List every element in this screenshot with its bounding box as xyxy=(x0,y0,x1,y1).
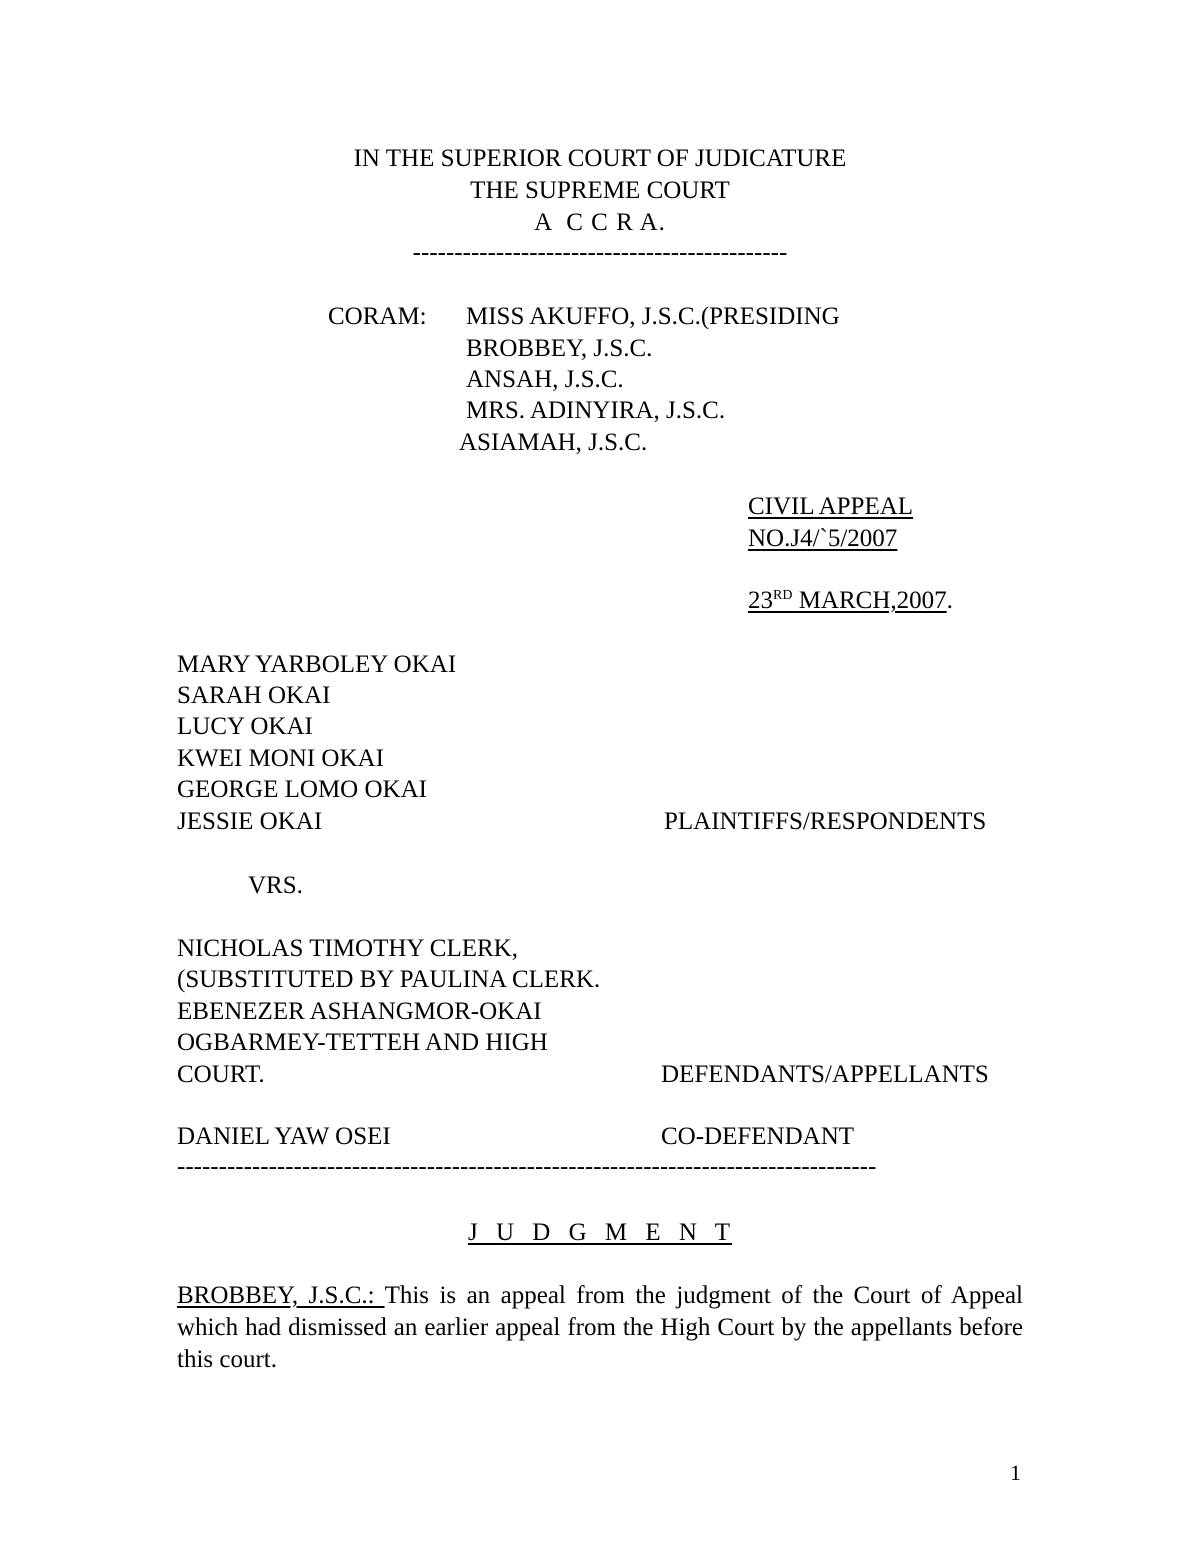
coram-judge: MISS AKUFFO, J.S.C.(PRESIDING xyxy=(466,303,840,330)
judgment-paragraph xyxy=(177,1280,1023,1376)
date-end: . xyxy=(946,587,953,614)
coram-judge: MRS. ADINYIRA, J.S.C. xyxy=(466,397,726,424)
court-name: THE SUPREME COURT xyxy=(470,177,730,204)
plaintiff-name: JESSIE OKAI xyxy=(177,808,323,835)
header-rule: --------------------------------------------- xyxy=(412,239,788,266)
defendant-name: (SUBSTITUTED BY PAULINA CLERK. xyxy=(177,966,601,993)
coram-label: CORAM: xyxy=(328,303,427,330)
plaintiff-name: MARY YARBOLEY OKAI xyxy=(177,651,457,678)
defendants-role: DEFENDANTS/APPELLANTS xyxy=(661,1061,989,1088)
judgment-heading: J U D G M E N T xyxy=(467,1219,732,1246)
judgment-text: This is an appeal from the judgment of the Court of Appeal which had dismissed an earlier appeal from the High Court by the appellants before this court. xyxy=(177,1282,1023,1373)
court-location: A C C R A. xyxy=(534,209,666,236)
co-defendant-name: DANIEL YAW OSEI xyxy=(177,1123,391,1150)
date-suffix: RD xyxy=(773,588,793,603)
plaintiffs-role: PLAINTIFFS/RESPONDENTS xyxy=(664,808,987,835)
coram-judge: ANSAH, J.S.C. xyxy=(466,366,624,393)
case-number: NO.J4/`5/2007 xyxy=(748,525,898,552)
defendant-name: NICHOLAS TIMOTHY CLERK, xyxy=(177,935,518,962)
coram-judge: BROBBEY, J.S.C. xyxy=(466,335,653,362)
date-day: 23 xyxy=(748,587,773,614)
plaintiff-name: KWEI MONI OKAI xyxy=(177,745,384,772)
defendant-name: OGBARMEY-TETTEH AND HIGH xyxy=(177,1029,548,1056)
plaintiff-name: SARAH OKAI xyxy=(177,682,331,709)
date-rest: MARCH,2007 xyxy=(792,587,947,614)
page-number: 1 xyxy=(1010,1460,1021,1485)
plaintiff-name: GEORGE LOMO OKAI xyxy=(177,776,427,803)
defendant-name: EBENEZER ASHANGMOR-OKAI xyxy=(177,998,542,1025)
plaintiff-name: LUCY OKAI xyxy=(177,713,313,740)
defendant-name: COURT. xyxy=(177,1061,265,1088)
versus: VRS. xyxy=(248,872,303,899)
judgment-author: BROBBEY, J.S.C.: xyxy=(177,1282,385,1309)
case-type: CIVIL APPEAL xyxy=(748,493,914,520)
parties-rule: ------------------------------------------------------------------------------------ xyxy=(177,1153,877,1180)
case-date xyxy=(748,585,953,616)
coram-judge: ASIAMAH, J.S.C. xyxy=(459,429,648,456)
co-defendant-role: CO-DEFENDANT xyxy=(661,1123,855,1150)
court-title: IN THE SUPERIOR COURT OF JUDICATURE xyxy=(353,145,847,172)
